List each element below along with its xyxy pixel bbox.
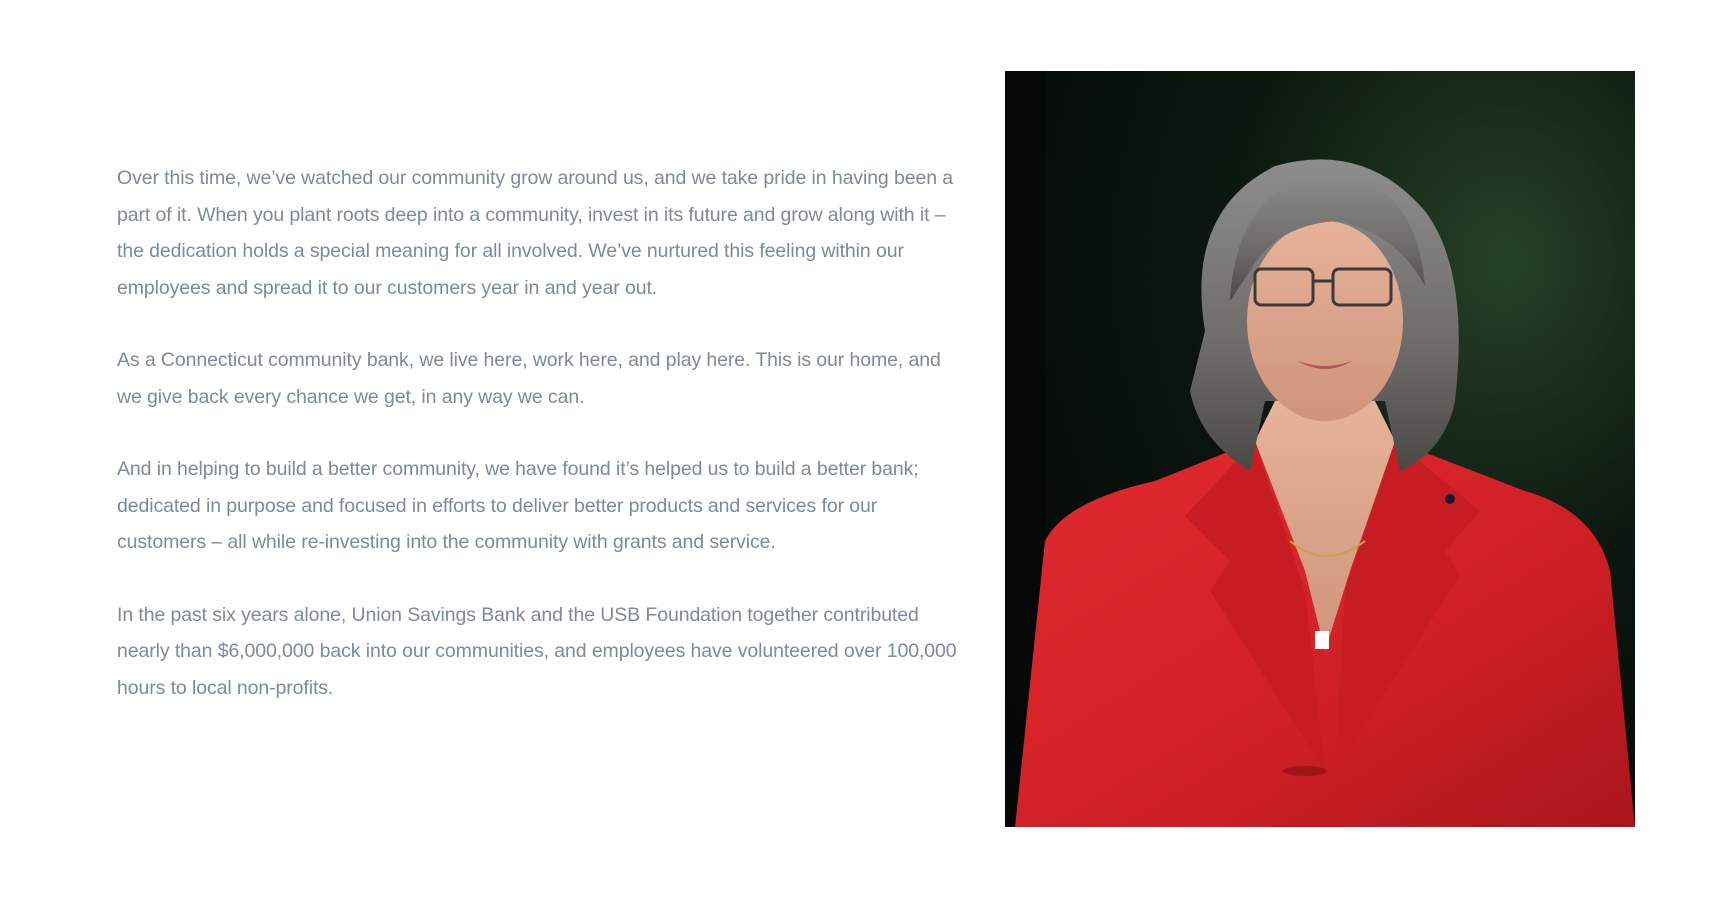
face: [1247, 221, 1403, 421]
paragraph-community-growth: Over this time, we’ve watched our community grow around us, and we take pride in having been a part of it. When you plant roots deep into a community, invest in its future and grow along with it – the dedication holds a special meaning for all involved. We’ve nurtured this feeling within our employees and spread it to our customers year in and year out.: [117, 167, 954, 299]
lapel-pin: [1445, 494, 1455, 504]
paragraph-contributions: In the past six years alone, Union Savings Bank and the USB Foundation together contributed nearly than $6,000,000 back into our communities, and employees have volunteered over 100,000 hours to local non-profits.: [117, 603, 957, 699]
paragraph-better-bank: And in helping to build a better community, we have found it’s helped us to build a better bank; dedicated in purpose and focused in efforts to deliver better products and services for our customers – all while re-investing into the community with grants and service.: [117, 458, 919, 553]
portrait-illustration: [1005, 71, 1635, 827]
portrait-photo: [1005, 71, 1635, 827]
about-text-column: [117, 160, 962, 742]
paragraph-connecticut-bank: As a Connecticut community bank, we live here, work here, and play here. This is our home, and we give back every chance we get, in any way we can.: [117, 349, 941, 408]
